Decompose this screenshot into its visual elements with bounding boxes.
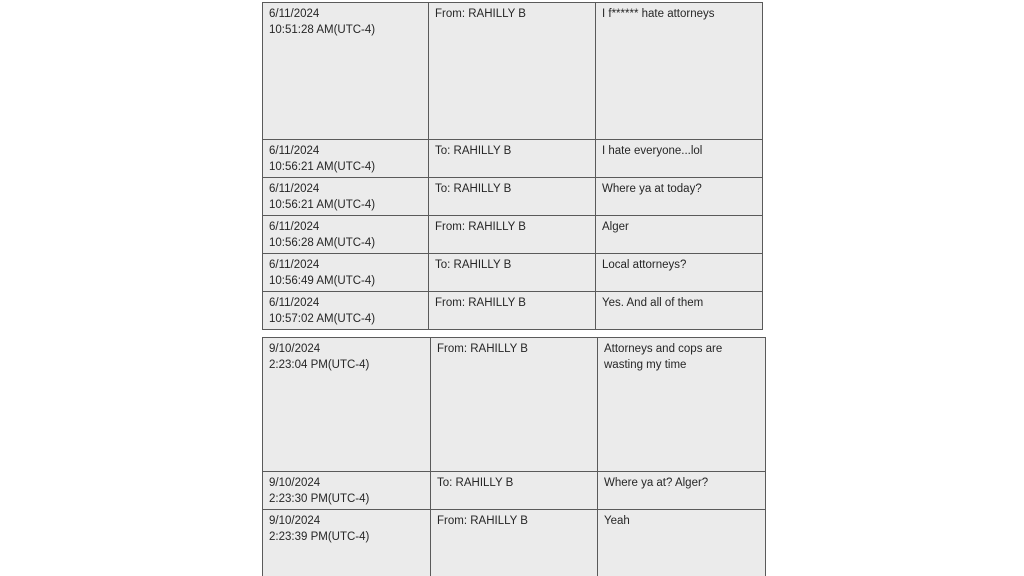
party-cell: From: RAHILLY B xyxy=(431,510,598,576)
party-cell: From: RAHILLY B xyxy=(429,216,596,254)
message-cell: Alger xyxy=(596,216,763,254)
timestamp-cell xyxy=(263,510,431,576)
date-text: 9/10/2024 xyxy=(269,515,321,527)
time-text: 2:23:30 PM(UTC-4) xyxy=(269,493,370,505)
message-cell: I hate everyone...lol xyxy=(596,140,763,178)
timestamp-cell xyxy=(263,3,429,140)
table-row xyxy=(263,216,763,254)
date-text: 6/11/2024 xyxy=(269,297,320,309)
party-cell: To: RAHILLY B xyxy=(431,472,598,510)
time-text: 10:56:21 AM(UTC-4) xyxy=(269,199,376,211)
timestamp-cell xyxy=(263,216,429,254)
time-text: 10:56:21 AM(UTC-4) xyxy=(269,161,376,173)
table-row xyxy=(263,338,766,472)
message-cell: Yeah xyxy=(598,510,766,576)
time-text: 10:57:02 AM(UTC-4) xyxy=(269,313,376,325)
table-row xyxy=(263,510,766,576)
timestamp-cell xyxy=(263,292,429,330)
date-text: 6/11/2024 xyxy=(269,221,320,233)
table-row xyxy=(263,3,763,140)
date-text: 6/11/2024 xyxy=(269,145,320,157)
time-text: 10:56:28 AM(UTC-4) xyxy=(269,237,376,249)
party-cell: To: RAHILLY B xyxy=(429,140,596,178)
message-cell: Where ya at today? xyxy=(596,178,763,216)
table-row xyxy=(263,178,763,216)
table-row xyxy=(263,140,763,178)
message-cell: Attorneys and cops are wasting my time xyxy=(598,338,766,472)
party-cell: To: RAHILLY B xyxy=(429,254,596,292)
message-log-table-september xyxy=(262,337,766,576)
message-cell: I f****** hate attorneys xyxy=(596,3,763,140)
party-cell: To: RAHILLY B xyxy=(429,178,596,216)
date-text: 6/11/2024 xyxy=(269,183,320,195)
date-text: 6/11/2024 xyxy=(269,259,320,271)
time-text: 10:56:49 AM(UTC-4) xyxy=(269,275,376,287)
table-row xyxy=(263,292,763,330)
message-cell: Yes. And all of them xyxy=(596,292,763,330)
message-cell: Where ya at? Alger? xyxy=(598,472,766,510)
time-text: 2:23:04 PM(UTC-4) xyxy=(269,359,370,371)
message-log-table-june xyxy=(262,2,763,330)
timestamp-cell xyxy=(263,178,429,216)
message-cell: Local attorneys? xyxy=(596,254,763,292)
party-cell: From: RAHILLY B xyxy=(429,3,596,140)
time-text: 2:23:39 PM(UTC-4) xyxy=(269,531,370,543)
timestamp-cell xyxy=(263,140,429,178)
time-text: 10:51:28 AM(UTC-4) xyxy=(269,24,376,36)
table-row xyxy=(263,472,766,510)
timestamp-cell xyxy=(263,338,431,472)
date-text: 6/11/2024 xyxy=(269,8,320,20)
timestamp-cell xyxy=(263,254,429,292)
party-cell: From: RAHILLY B xyxy=(429,292,596,330)
timestamp-cell xyxy=(263,472,431,510)
table-row xyxy=(263,254,763,292)
party-cell: From: RAHILLY B xyxy=(431,338,598,472)
date-text: 9/10/2024 xyxy=(269,343,321,355)
date-text: 9/10/2024 xyxy=(269,477,321,489)
